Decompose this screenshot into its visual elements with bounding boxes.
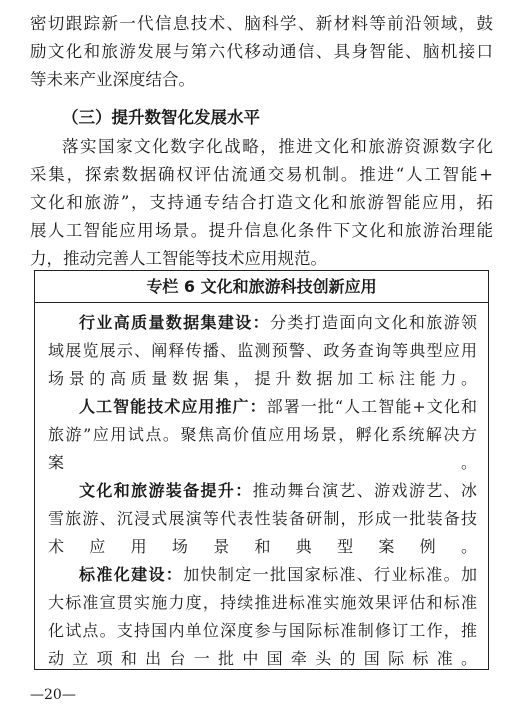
paragraph-line: 等未来产业深度结合。 [30,70,195,89]
box-item-first-line [79,393,477,421]
box-item-line: 化试点。支持国内单位深度参与国际标准制修订工作，推 [48,621,477,640]
item-text: 推动舞台演艺、游戏游艺、冰 [252,481,477,500]
paragraph-line: 展人工智能应用场景。提升信息化条件下文化和旅游治理能 [30,221,493,240]
box-item-line: 案。 [48,453,477,472]
column-box [34,270,489,670]
paragraph-line: 采集，探索数据确权评估流通交易机制。推进“人工智能+ [30,165,493,184]
box-item-line: 大标准宣贯实施力度，持续推进标准实施效果评估和标准 [48,593,477,612]
paragraph-line: 密切跟踪新一代信息技术、脑科学、新材料等前沿领域，鼓 [30,14,493,33]
item-label: 标准化建设： [79,565,184,584]
box-item-line: 域展览展示、阐释传播、监测预警、政务查询等典型应用 [48,341,477,360]
item-text: 部署一批“人工智能+文化和 [266,397,477,416]
item-label: 行业高质量数据集建设： [79,313,270,332]
box-item-line: 术应用场景和典型案例。 [48,537,477,556]
item-text: 分类打造面向文化和旅游领 [270,313,477,332]
paragraph-line: 励文化和旅游发展与第六代移动通信、具身智能、脑机接口 [30,42,493,61]
box-item-line: 雪旅游、沉浸式展演等代表性装备研制，形成一批装备技 [48,509,477,528]
box-item-first-line [79,561,477,589]
box-item-first-line [79,477,477,505]
paragraph-line: 力，推动完善人工智能等技术应用规范。 [30,249,327,268]
paragraph-line: 落实国家文化数字化战略，推进文化和旅游资源数字化 [62,137,493,156]
box-item-line: 场景的高质量数据集，提升数据加工标注能力。 [48,369,477,388]
page-number: —20— [30,687,76,703]
box-item-line: 动立项和出台一批中国牵头的国际标准。 [48,649,477,668]
item-label: 文化和旅游装备提升： [79,481,253,500]
box-item-first-line [79,309,477,337]
box-item-line: 旅游”应用试点。聚焦高价值应用场景，孵化系统解决方 [48,425,477,444]
paragraph-line: 文化和旅游”，支持通专结合打造文化和旅游智能应用，拓 [30,193,493,212]
item-label: 人工智能技术应用推广： [79,397,267,416]
section-heading: （三）提升数智化发展水平 [62,108,260,127]
box-title: 专栏 6 文化和旅游科技创新应用 [35,271,488,303]
item-text: 加快制定一批国家标准、行业标准。加 [183,565,477,584]
